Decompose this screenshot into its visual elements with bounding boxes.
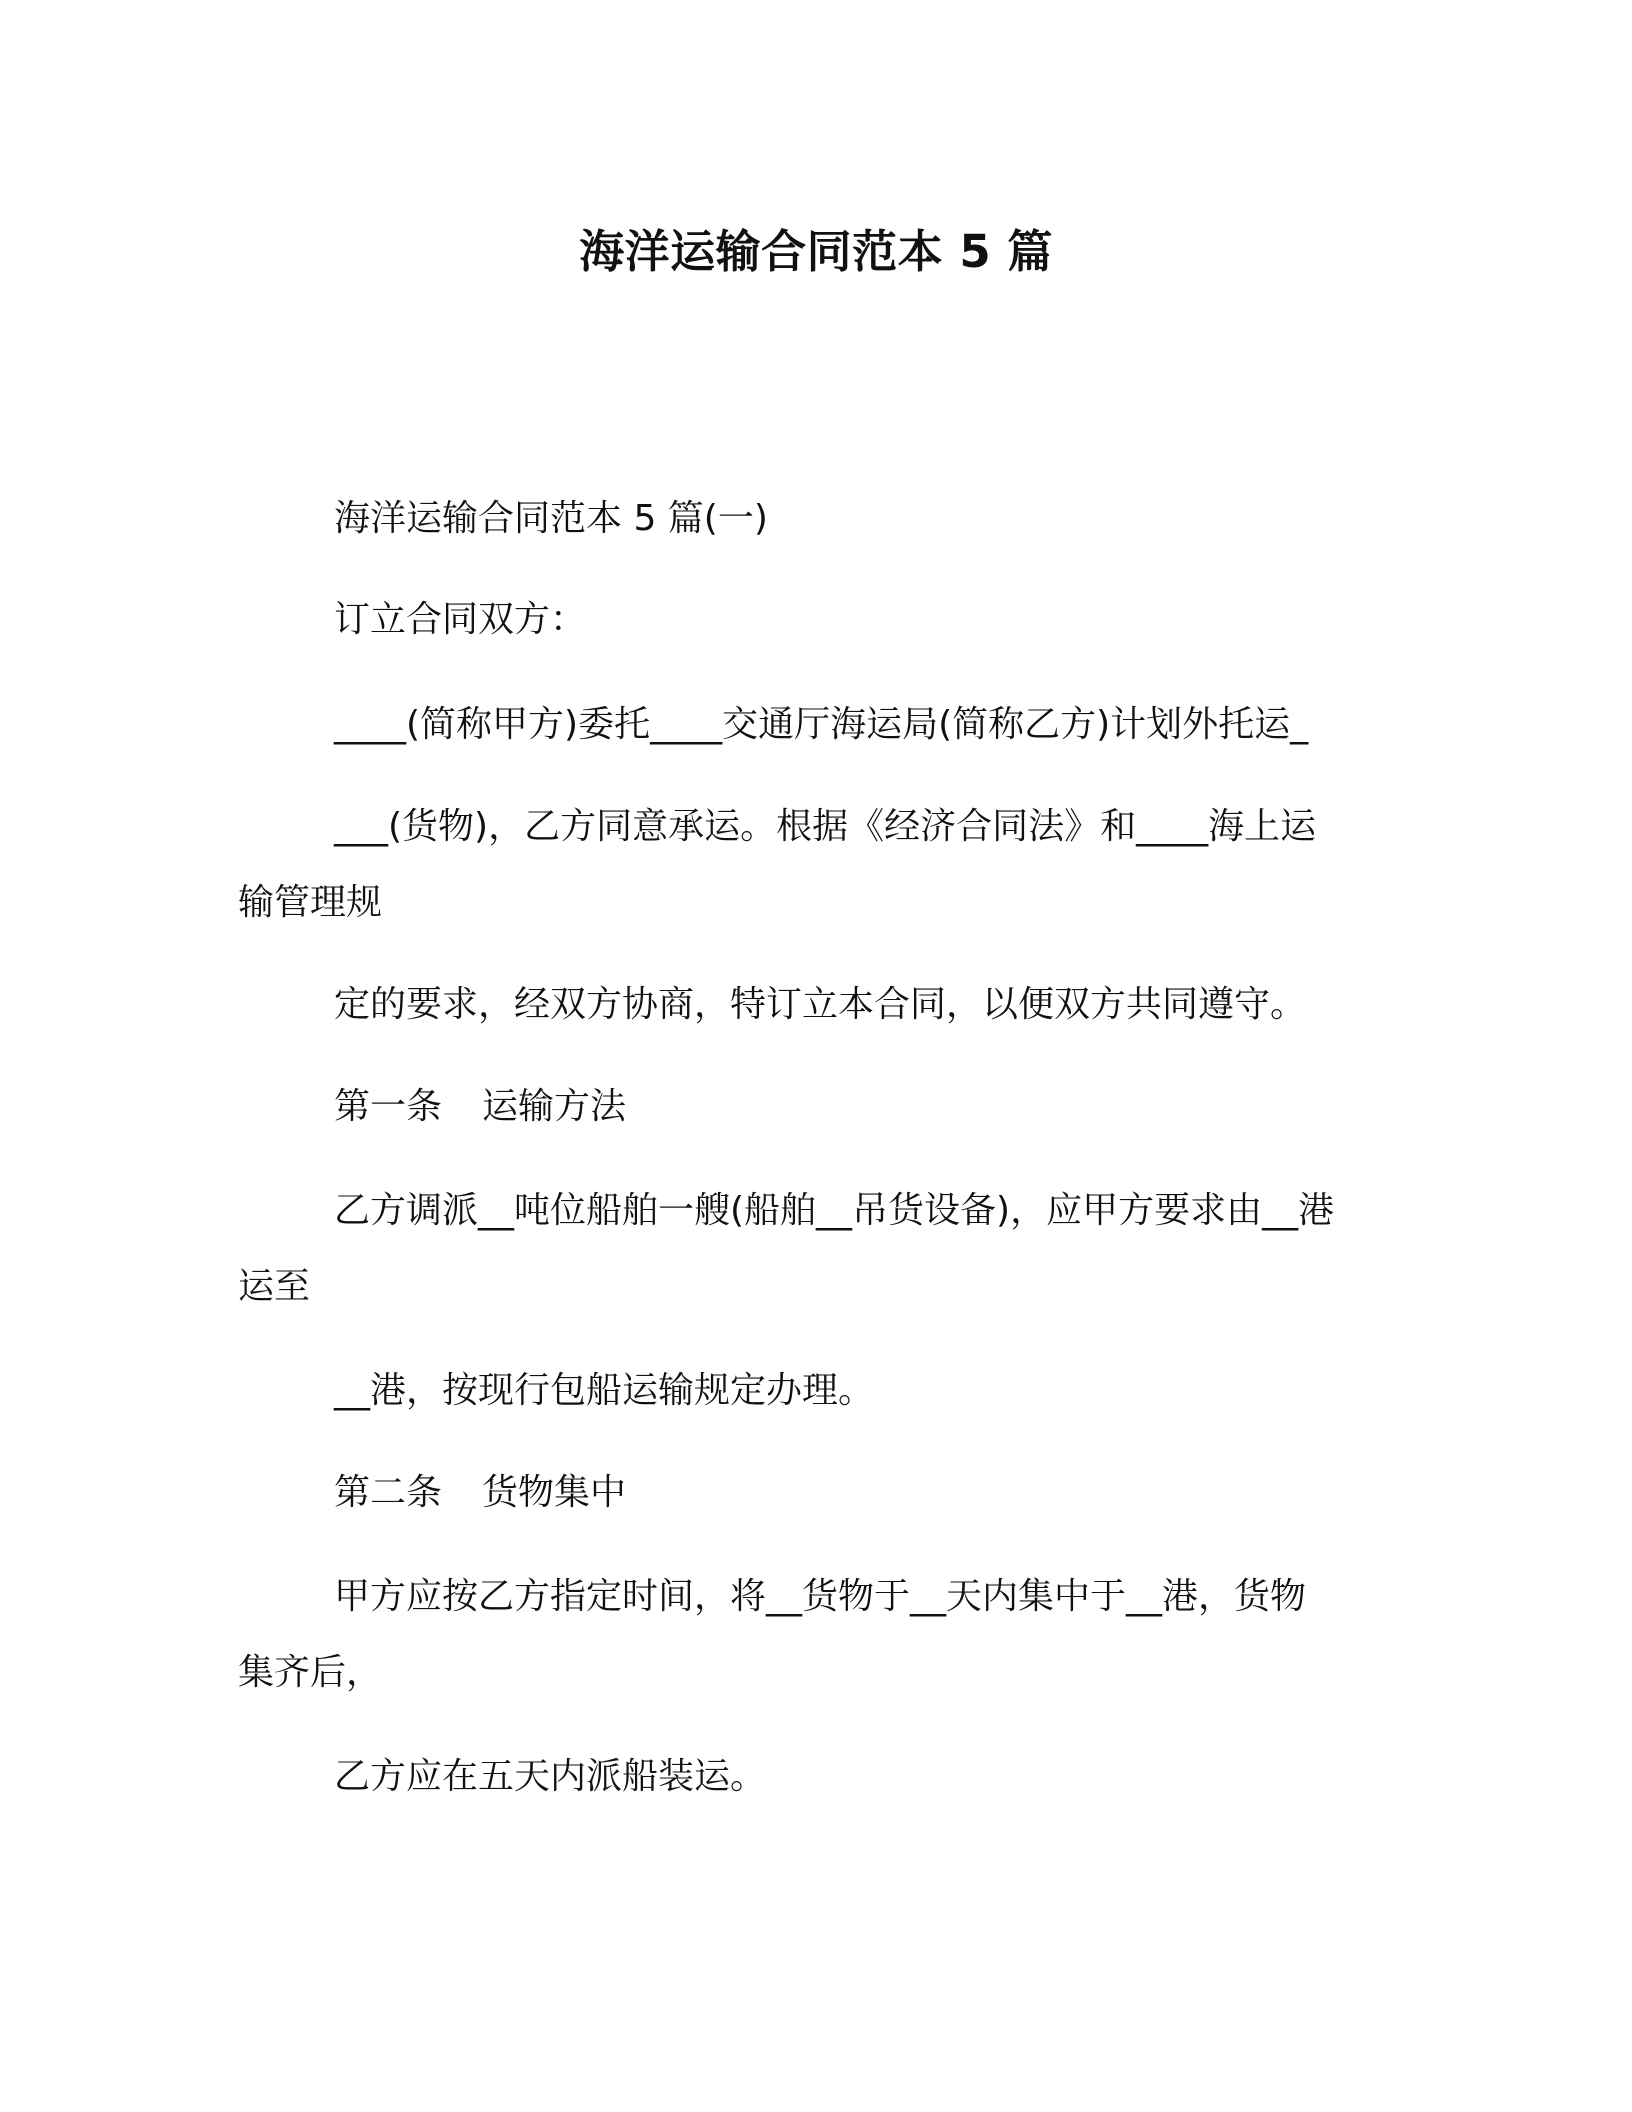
section-heading: 海洋运输合同范本 5 篇(一) — [334, 498, 768, 539]
paragraph-line: ___(货物)，乙方同意承运。根据《经济合同法》和____海上运 — [334, 806, 1317, 847]
document-title: 海洋运输合同范本 5 篇 — [579, 225, 1053, 278]
paragraph-line: 定的要求，经双方协商，特订立本合同，以便双方共同遵守。 — [334, 984, 1307, 1025]
paragraph-line: 乙方调派__吨位船舶一艘(船舶__吊货设备)，应甲方要求由__港 — [334, 1190, 1335, 1231]
paragraph-line: 集齐后， — [238, 1652, 383, 1693]
paragraph-line: 订立合同双方： — [334, 599, 587, 640]
paragraph-line: 输管理规 — [238, 882, 383, 923]
article-title: 货物集中 — [482, 1472, 627, 1513]
article-number: 第一条 — [334, 1086, 443, 1127]
article-title: 运输方法 — [482, 1086, 627, 1127]
paragraph-line: 运至 — [238, 1266, 311, 1307]
paragraph-line: ____(简称甲方)委托____交通厅海运局(简称乙方)计划外托运_ — [334, 704, 1309, 745]
article-heading — [334, 1468, 626, 1518]
article-heading — [334, 1082, 626, 1132]
paragraph-line: 乙方应在五天内派船装运。 — [334, 1756, 767, 1797]
article-number: 第二条 — [334, 1472, 443, 1513]
paragraph-line: __港，按现行包船运输规定办理。 — [334, 1370, 875, 1411]
paragraph-line: 甲方应按乙方指定时间，将__货物于__天内集中于__港，货物 — [334, 1576, 1307, 1617]
